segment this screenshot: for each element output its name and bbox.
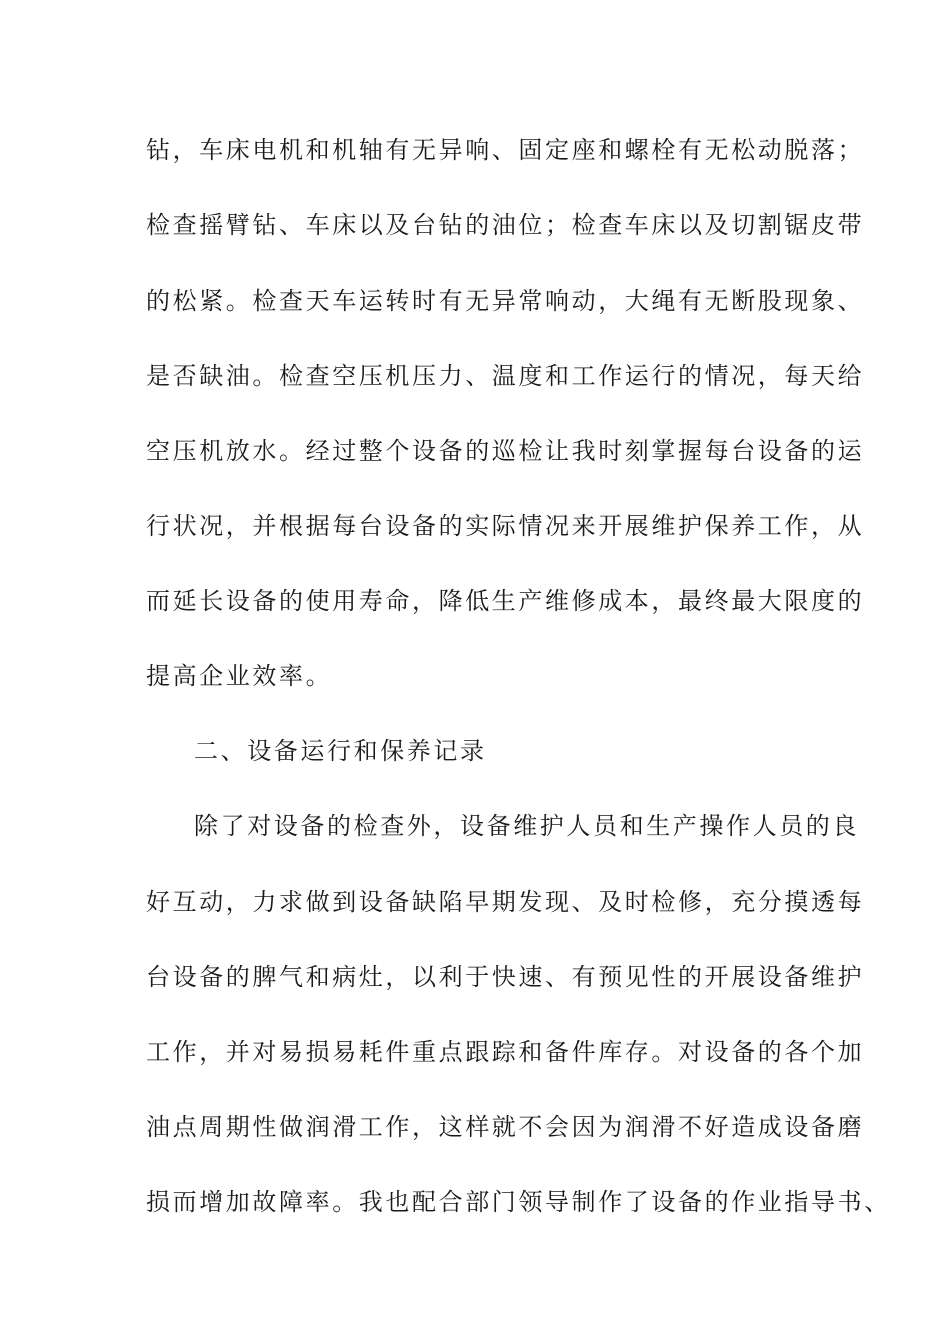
text-line-6: 行状况，并根据每台设备的实际情况来开展维护保养工作，从 bbox=[146, 512, 865, 540]
text-line-10: 除了对设备的检查外，设备维护人员和生产操作人员的良 bbox=[194, 812, 859, 840]
text-line-12: 台设备的脾气和病灶，以利于快速、有预见性的开展设备维护 bbox=[146, 963, 865, 991]
text-line-2: 检查摇臂钻、车床以及台钻的油位；检查车床以及切割锯皮带 bbox=[146, 211, 865, 239]
text-line-5: 空压机放水。经过整个设备的巡检让我时刻掌握每台设备的运 bbox=[146, 437, 865, 465]
text-line-4: 是否缺油。检查空压机压力、温度和工作运行的情况，每天给 bbox=[146, 362, 865, 390]
text-line-3: 的松紧。检查天车运转时有无异常响动，大绳有无断股现象、 bbox=[146, 287, 865, 315]
text-line-14: 油点周期性做润滑工作，这样就不会因为润滑不好造成设备磨 bbox=[146, 1113, 865, 1141]
text-line-13: 工作，并对易损易耗件重点跟踪和备件库存。对设备的各个加 bbox=[146, 1038, 865, 1066]
section-heading: 二、设备运行和保养记录 bbox=[194, 737, 487, 765]
text-line-7: 而延长设备的使用寿命，降低生产维修成本，最终最大限度的 bbox=[146, 587, 865, 615]
text-line-11: 好互动，力求做到设备缺陷早期发现、及时检修，充分摸透每 bbox=[146, 888, 865, 916]
text-line-1: 钻，车床电机和机轴有无异响、固定座和螺栓有无松动脱落； bbox=[146, 136, 865, 164]
text-line-8: 提高企业效率。 bbox=[146, 662, 333, 690]
text-line-15: 损而增加故障率。我也配合部门领导制作了设备的作业指导书、 bbox=[146, 1188, 891, 1216]
